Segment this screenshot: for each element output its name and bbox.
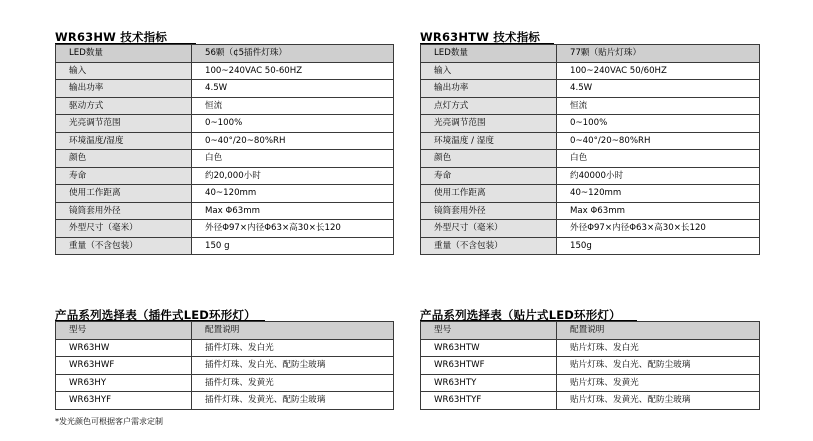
spec-right-table bbox=[420, 44, 760, 255]
series-config: 贴片灯珠、发白光 bbox=[557, 339, 760, 357]
spec-value: 外径Φ97×内径Φ63×高30×长120 bbox=[192, 220, 394, 238]
spec-right-title: WR63HTW 技术指标 bbox=[420, 30, 541, 44]
spec-row bbox=[56, 132, 394, 150]
series-row bbox=[56, 357, 394, 375]
spec-row bbox=[421, 45, 760, 63]
spec-value: 约40000小时 bbox=[557, 167, 760, 185]
spec-row bbox=[421, 237, 760, 255]
spec-label: 外型尺寸（毫米） bbox=[56, 220, 192, 238]
spec-label: 镜筒套用外径 bbox=[421, 202, 557, 220]
spec-label: 输入 bbox=[421, 62, 557, 80]
series-header-config: 配置说明 bbox=[192, 322, 394, 340]
footnote: *发光颜色可根据客户需求定制 bbox=[55, 417, 163, 426]
spec-value: 约20,000小时 bbox=[192, 167, 394, 185]
spec-label: 镜筒套用外径 bbox=[56, 202, 192, 220]
spec-value: 恒流 bbox=[192, 97, 394, 115]
series-model: WR63HTW bbox=[421, 339, 557, 357]
spec-label: 输出功率 bbox=[56, 80, 192, 98]
series-row bbox=[56, 374, 394, 392]
spec-label: 驱动方式 bbox=[56, 97, 192, 115]
spec-row bbox=[56, 80, 394, 98]
spec-label: 外型尺寸（毫米） bbox=[421, 220, 557, 238]
spec-value: 白色 bbox=[557, 150, 760, 168]
spec-row bbox=[56, 220, 394, 238]
spec-row bbox=[421, 97, 760, 115]
series-header-row bbox=[56, 322, 394, 340]
spec-label: 寿命 bbox=[421, 167, 557, 185]
series-row bbox=[421, 374, 760, 392]
spec-value: 40~120mm bbox=[557, 185, 760, 203]
spec-row bbox=[56, 237, 394, 255]
spec-row bbox=[421, 115, 760, 133]
series-left-table bbox=[55, 321, 394, 410]
spec-row bbox=[421, 80, 760, 98]
spec-value: 恒流 bbox=[557, 97, 760, 115]
series-config: 插件灯珠、发白光 bbox=[192, 339, 394, 357]
series-row bbox=[421, 339, 760, 357]
spec-value: 56颗（¢5插件灯珠） bbox=[192, 45, 394, 63]
spec-label: 环境温度/湿度 bbox=[56, 132, 192, 150]
series-model: WR63HY bbox=[56, 374, 192, 392]
spec-row bbox=[56, 62, 394, 80]
spec-row bbox=[421, 62, 760, 80]
series-config: 贴片灯珠、发黄光 bbox=[557, 374, 760, 392]
spec-label: 输出功率 bbox=[421, 80, 557, 98]
series-model: WR63HWF bbox=[56, 357, 192, 375]
spec-label: 寿命 bbox=[56, 167, 192, 185]
series-model: WR63HTYF bbox=[421, 392, 557, 410]
series-row bbox=[56, 339, 394, 357]
spec-row bbox=[421, 167, 760, 185]
spec-value: 4.5W bbox=[192, 80, 394, 98]
series-row bbox=[421, 357, 760, 375]
spec-left-table bbox=[55, 44, 394, 255]
spec-row bbox=[421, 220, 760, 238]
series-row bbox=[421, 392, 760, 410]
spec-label: 颜色 bbox=[421, 150, 557, 168]
spec-label: 光亮调节范围 bbox=[56, 115, 192, 133]
spec-value: 外径Φ97×内径Φ63×高30×长120 bbox=[557, 220, 760, 238]
spec-label: LED数量 bbox=[56, 45, 192, 63]
spec-value: 150 g bbox=[192, 237, 394, 255]
spec-label: 颜色 bbox=[56, 150, 192, 168]
spec-label: 环境温度 / 湿度 bbox=[421, 132, 557, 150]
spec-value: 0~100% bbox=[557, 115, 760, 133]
spec-row bbox=[56, 150, 394, 168]
spec-row bbox=[421, 185, 760, 203]
series-header-row bbox=[421, 322, 760, 340]
series-left-title: 产品系列选择表（插件式LED环形灯） bbox=[55, 308, 256, 322]
series-header-config: 配置说明 bbox=[557, 322, 760, 340]
series-config: 插件灯珠、发黄光 bbox=[192, 374, 394, 392]
series-model: WR63HW bbox=[56, 339, 192, 357]
spec-value: 77颗（贴片灯珠） bbox=[557, 45, 760, 63]
spec-label: 光亮调节范围 bbox=[421, 115, 557, 133]
series-config: 插件灯珠、发黄光、配防尘玻璃 bbox=[192, 392, 394, 410]
spec-value: 0~40°/20~80%RH bbox=[192, 132, 394, 150]
spec-value: 0~40°/20~80%RH bbox=[557, 132, 760, 150]
series-model: WR63HTY bbox=[421, 374, 557, 392]
spec-label: 使用工作距离 bbox=[421, 185, 557, 203]
series-config: 贴片灯珠、发白光、配防尘玻璃 bbox=[557, 357, 760, 375]
spec-row bbox=[56, 185, 394, 203]
series-model: WR63HYF bbox=[56, 392, 192, 410]
spec-label: 输入 bbox=[56, 62, 192, 80]
spec-row bbox=[56, 202, 394, 220]
series-right-title: 产品系列选择表（贴片式LED环形灯） bbox=[420, 308, 621, 322]
spec-row bbox=[421, 132, 760, 150]
spec-value: 100~240VAC 50/60HZ bbox=[557, 62, 760, 80]
spec-row bbox=[421, 150, 760, 168]
spec-label: 重量（不含包装） bbox=[421, 237, 557, 255]
spec-row bbox=[56, 167, 394, 185]
spec-value: 0~100% bbox=[192, 115, 394, 133]
series-model: WR63HTWF bbox=[421, 357, 557, 375]
series-config: 贴片灯珠、发黄光、配防尘玻璃 bbox=[557, 392, 760, 410]
spec-label: 点灯方式 bbox=[421, 97, 557, 115]
spec-value: 4.5W bbox=[557, 80, 760, 98]
spec-value: 40~120mm bbox=[192, 185, 394, 203]
spec-label: 使用工作距离 bbox=[56, 185, 192, 203]
series-row bbox=[56, 392, 394, 410]
series-header-model: 型号 bbox=[56, 322, 192, 340]
spec-row bbox=[56, 45, 394, 63]
spec-value: Max Φ63mm bbox=[557, 202, 760, 220]
spec-row bbox=[56, 115, 394, 133]
spec-value: 100~240VAC 50-60HZ bbox=[192, 62, 394, 80]
spec-label: 重量（不含包装） bbox=[56, 237, 192, 255]
series-right-table bbox=[420, 321, 760, 410]
spec-row bbox=[56, 97, 394, 115]
spec-value: 150g bbox=[557, 237, 760, 255]
spec-value: 白色 bbox=[192, 150, 394, 168]
series-header-model: 型号 bbox=[421, 322, 557, 340]
spec-label: LED数量 bbox=[421, 45, 557, 63]
spec-left-title: WR63HW 技术指标 bbox=[55, 30, 168, 44]
series-config: 插件灯珠、发白光、配防尘玻璃 bbox=[192, 357, 394, 375]
spec-value: Max Φ63mm bbox=[192, 202, 394, 220]
spec-row bbox=[421, 202, 760, 220]
